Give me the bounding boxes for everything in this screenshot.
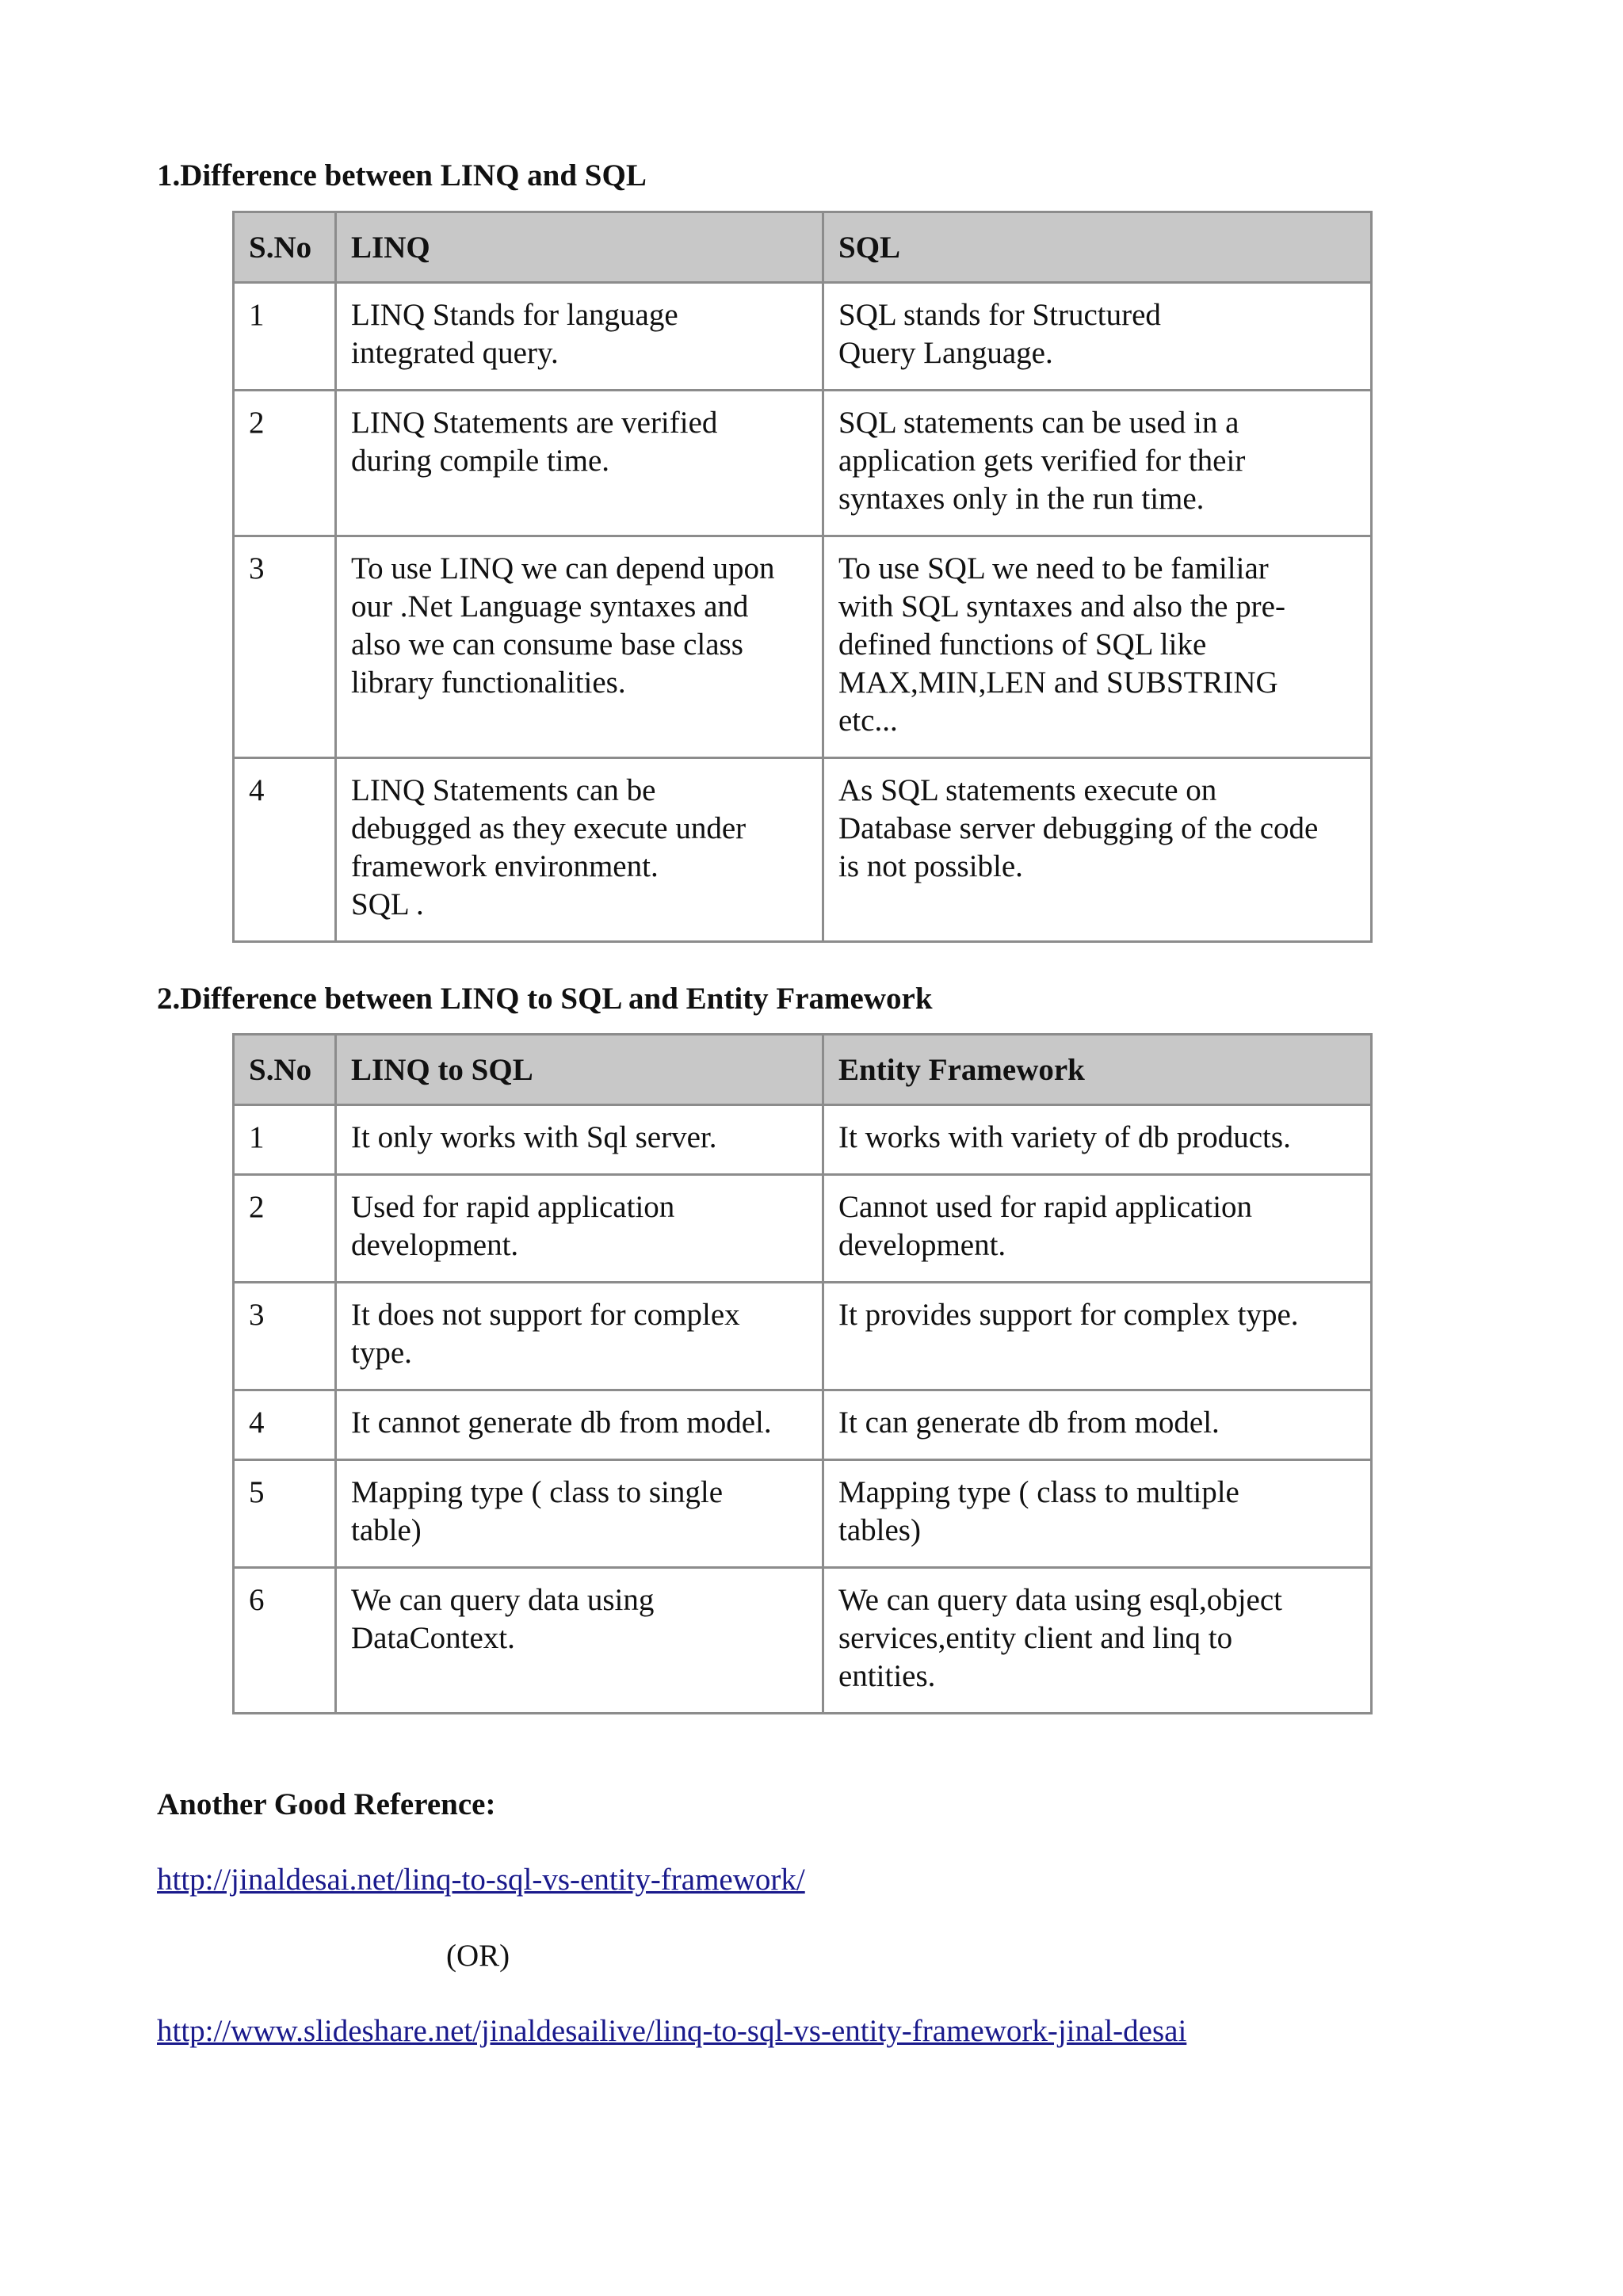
entity-framework-cell: We can query data using esql,object services,entity client and linq to entities. <box>823 1568 1372 1714</box>
section2-heading: 2.Difference between LINQ to SQL and Entity Framework <box>157 982 933 1016</box>
linq-to-sql-cell: It does not support for complex type. <box>336 1283 823 1390</box>
linq-to-sql-cell: We can query data using DataContext. <box>336 1568 823 1714</box>
linq-to-sql-cell: Mapping type ( class to single table) <box>336 1460 823 1568</box>
table-row <box>234 536 1372 758</box>
sql-cell: SQL stands for Structured Query Language. <box>823 283 1372 391</box>
header-linq-to-sql: LINQ to SQL <box>336 1035 823 1105</box>
linq-to-sql-cell: It only works with Sql server. <box>336 1105 823 1175</box>
row-number: 1 <box>234 283 336 391</box>
linq-cell: LINQ Statements are verified during compile time. <box>336 391 823 536</box>
row-number: 2 <box>234 1175 336 1283</box>
table-row <box>234 391 1372 536</box>
row-number: 1 <box>234 1105 336 1175</box>
row-number: 4 <box>234 1390 336 1460</box>
header-linq: LINQ <box>336 212 823 283</box>
table-row <box>234 1460 1372 1568</box>
linq-to-sql-vs-ef-table <box>232 1033 1373 1714</box>
table-row <box>234 758 1372 942</box>
row-number: 4 <box>234 758 336 942</box>
header-sno: S.No <box>234 212 336 283</box>
header-entity-framework: Entity Framework <box>823 1035 1372 1105</box>
entity-framework-cell: It provides support for complex type. <box>823 1283 1372 1390</box>
linq-cell: LINQ Statements can be debugged as they execute under framework environment. SQL . <box>336 758 823 942</box>
sql-cell: As SQL statements execute on Database server debugging of the code is not possible. <box>823 758 1372 942</box>
entity-framework-cell: It works with variety of db products. <box>823 1105 1372 1175</box>
row-number: 3 <box>234 536 336 758</box>
section1-heading: 1.Difference between LINQ and SQL <box>157 158 647 193</box>
entity-framework-cell: Cannot used for rapid application development. <box>823 1175 1372 1283</box>
row-number: 2 <box>234 391 336 536</box>
linq-to-sql-cell: Used for rapid application development. <box>336 1175 823 1283</box>
table-row <box>234 1283 1372 1390</box>
reference-link-slideshare[interactable]: http://www.slideshare.net/jinaldesailive/linq-to-sql-vs-entity-framework-jinal-desai <box>157 2014 1187 2048</box>
row-number: 6 <box>234 1568 336 1714</box>
reference-heading: Another Good Reference: <box>157 1787 496 1821</box>
linq-vs-sql-table <box>232 211 1373 943</box>
table-header-row <box>234 1035 1372 1105</box>
or-separator: (OR) <box>446 1939 510 1973</box>
table-row <box>234 1175 1372 1283</box>
linq-cell: LINQ Stands for language integrated query. <box>336 283 823 391</box>
header-sql: SQL <box>823 212 1372 283</box>
row-number: 5 <box>234 1460 336 1568</box>
linq-to-sql-cell: It cannot generate db from model. <box>336 1390 823 1460</box>
table-row <box>234 283 1372 391</box>
reference-link-jinaldesai[interactable]: http://jinaldesai.net/linq-to-sql-vs-entity-framework/ <box>157 1863 805 1897</box>
table-header-row <box>234 212 1372 283</box>
table-row <box>234 1105 1372 1175</box>
sql-cell: To use SQL we need to be familiar with SQL syntaxes and also the pre- defined functions of SQL like MAX,MIN,LEN and SUBSTRING etc... <box>823 536 1372 758</box>
row-number: 3 <box>234 1283 336 1390</box>
sql-cell: SQL statements can be used in a application gets verified for their syntaxes only in the run time. <box>823 391 1372 536</box>
header-sno: S.No <box>234 1035 336 1105</box>
linq-cell: To use LINQ we can depend upon our .Net Language syntaxes and also we can consume base class library functionalities. <box>336 536 823 758</box>
table-row <box>234 1390 1372 1460</box>
entity-framework-cell: It can generate db from model. <box>823 1390 1372 1460</box>
entity-framework-cell: Mapping type ( class to multiple tables) <box>823 1460 1372 1568</box>
table-row <box>234 1568 1372 1714</box>
